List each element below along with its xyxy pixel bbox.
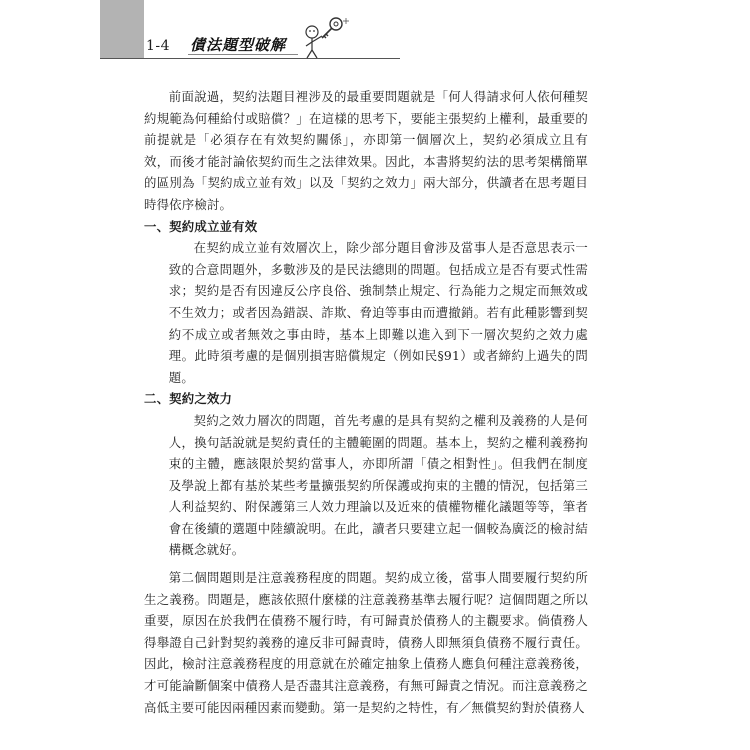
page-content [144, 86, 588, 718]
section-1-paragraph: 在契約成立並有效層次上，除少部分題目會涉及當事人是否意思表示一致的合意問題外，多數涉及的是民法總則的問題。包括成立是否有要式性需求；契約是否有因違反公序良俗、強制禁止規定、行為能力之規定而無效或不生效力；或者因為錯誤、詐欺、脅迫等事由而遭撤銷。若有此種影響到契約不成立或者無效之事由時，基本上即難以進入到下一層次契約之效力處理。此時須考慮的是個別損害賠償規定（例如民§91）或者締約上過失的問題。 [168, 240, 588, 385]
book-title: 債法題型破解 [190, 36, 287, 54]
page-number: 1-4 [146, 38, 171, 54]
section-1-heading: 一、契約成立並有效 [144, 218, 258, 234]
intro-paragraph: 前面說過，契約法題目裡涉及的最重要問題就是「何人得請求何人依何種契約規範為何種給付或賠償？」在這樣的思考下，要能主張契約上權利，最重要的前提就是「必須存在有效契約關係」，亦即第一個層次上，契約必須成立且有效，而後才能討論依契約而生之法律效果。因此，本書將契約法的思考架構簡單的區別為「契約成立並有效」以及「契約之效力」兩大部分，供讀者在思考題目時得依序檢討。 [144, 89, 588, 212]
section-2-paragraph-1: 契約之效力層次的問題，首先考慮的是具有契約之權利及義務的人是何人，換句話說就是契約責任的主體範圍的問題。基本上，契約之權利義務拘束的主體，應該限於契約當事人，亦即所謂「債之相對性」。但我們在制度及學說上都有基於某些考量擴張契約所保護或拘束的主體的情況，包括第三人利益契約、附保護第三人效力理論以及近來的債權物權化議題等等，筆者會在後續的選題中陸續說明。在此，讀者只要建立起一個較為廣泛的檢討結構概念就好。 [168, 412, 588, 558]
title-underline [188, 54, 298, 55]
header-rule [100, 58, 400, 59]
page-corner-tab [100, 0, 144, 58]
section-2-heading: 二、契約之效力 [144, 391, 233, 407]
cartoon-figure-with-key-icon [300, 14, 352, 60]
section-2-paragraph-2: 第二個問題則是注意義務程度的問題。契約成立後，當事人間要履行契約所生之義務。問題是，應該依照什麼樣的注意義務基準去履行呢？這個問題之所以重要，原因在於我們在債務不履行時，有可歸責於債務人的主觀要求。倘債務人得舉證自己針對契約義務的違反非可歸責時，債務人即無須負債務不履行責任。因此，檢討注意義務程度的用意就在於確定抽象上債務人應負何種注意義務後，才可能論斷個案中債務人是否盡其注意義務，有無可歸責之情況。而注意義務之高低主要可能因兩種因素而變動。第一是契約之特性，有／無償契約對於債務人 [144, 570, 588, 715]
